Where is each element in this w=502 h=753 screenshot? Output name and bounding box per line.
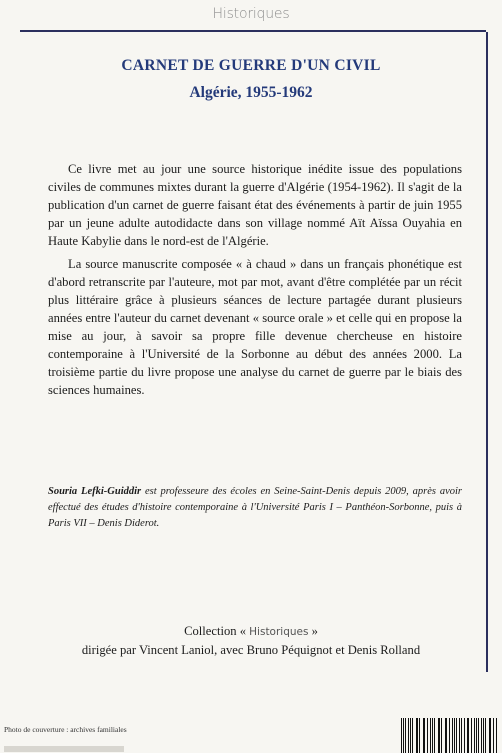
book-title: CARNET DE GUERRE D'UN CIVIL [121, 57, 381, 74]
blurb [48, 160, 462, 404]
photo-credit: Photo de couverture : archives familiales [4, 725, 127, 734]
author-name: Souria Lefki-Guiddir [48, 486, 142, 497]
side-rule [486, 32, 488, 672]
author-bio [48, 484, 462, 532]
blurb-paragraph-2: La source manuscrite composée « à chaud » dans un français phonétique est d'abord retranscrite par l'auteure, mot par mot, avant d'être complétée par un récit plus littéraire grâce à plusieurs séances de lecture partagée durant plusieurs années entre l'auteur du carnet devenant « source orale » et celle qui en propose la mise au jour, à savoir sa propre fille devenue chercheuse en histoire contemporaine à l'Université de la Sorbonne au début des années 2000. La troisième partie du livre propose une analyse du carnet de guerre par le biais des sciences humaines. [48, 257, 462, 397]
series-logo: Historiques [212, 6, 290, 22]
book-subtitle: Algérie, 1955-1962 [189, 84, 313, 101]
blurb-paragraph-1: Ce livre met au jour une source historique inédite issue des populations civiles de communes mixtes durant la guerre d'Algérie (1954-1962). Il s'agit de la publication d'un carnet de guerre faisant état des événements à partir de juin 1955 par un jeune adulte autodidacte dans son village nommé Aït Aïssa Ouyahia en Haute Kabylie dans le nord-est de l'Algérie. [48, 162, 462, 248]
barcode [401, 718, 497, 753]
author-bio-text: est professeure des écoles en Seine-Saint-Denis depuis 2009, après avoir effectué des études d'histoire contemporaine à l'Université Paris I – Panthéon-Sorbonne, puis à Paris VII – Denis Diderot. [48, 486, 463, 529]
collection-suffix: » [311, 624, 318, 638]
collection-name: Historiques [249, 626, 309, 638]
collection-info [0, 622, 502, 659]
bottom-text-fragment [4, 746, 124, 752]
collection-prefix: Collection « [184, 624, 246, 638]
collection-directors: dirigée par Vincent Laniol, avec Bruno Péquignot et Denis Rolland [81, 643, 421, 657]
collection-line [0, 622, 502, 641]
top-rule [20, 30, 486, 32]
